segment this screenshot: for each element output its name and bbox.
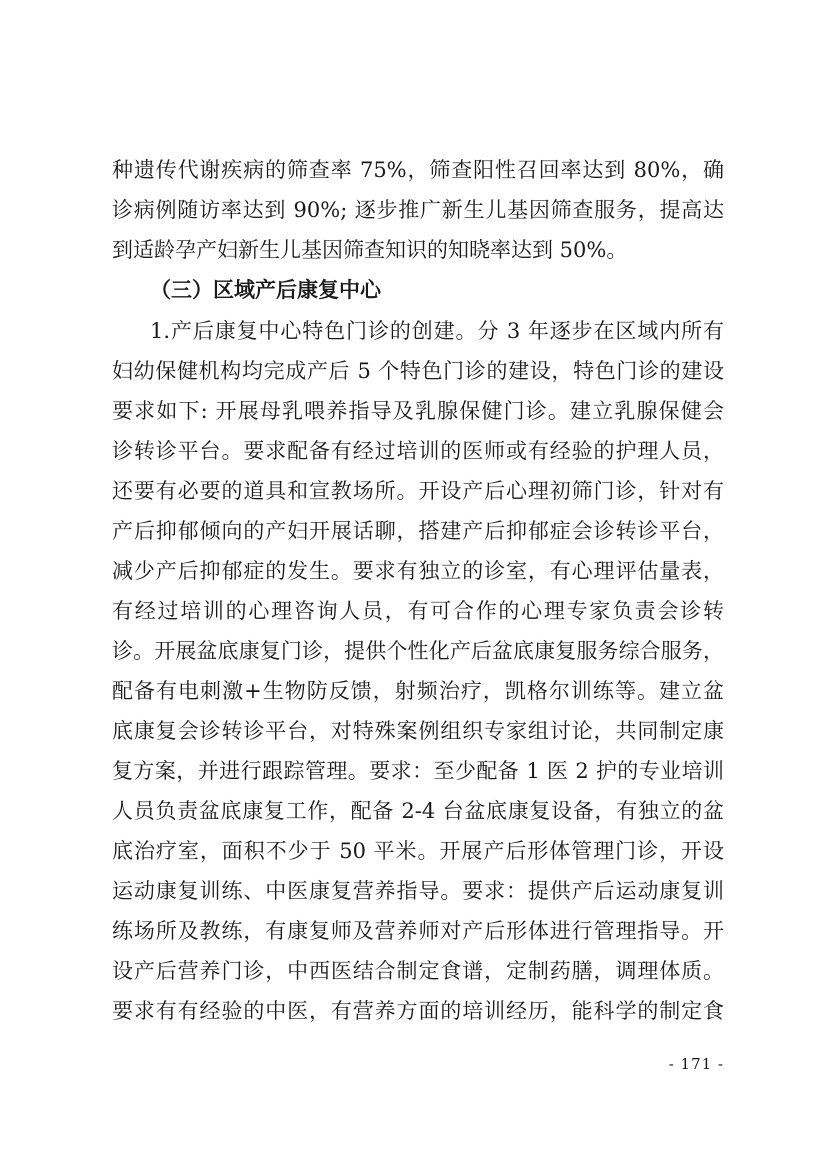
body-text-line: 设产后营养门诊，中西医结合制定食谱，定制药膳，调理体质。 [112, 959, 724, 983]
body-text-line: 妇幼保健机构均完成产后 5 个特色门诊的建设，特色门诊的建设 [112, 359, 724, 383]
body-text-line: 诊转诊平台。要求配备有经过培训的医师或有经验的护理人员， [112, 439, 724, 463]
body-text-line: 底治疗室，面积不少于 50 平米。开展产后形体管理门诊，开设 [112, 839, 724, 863]
body-text-line: 诊。开展盆底康复门诊，提供个性化产后盆底康复服务综合服务， [112, 639, 724, 663]
body-text-line: 还要有必要的道具和宣教场所。开设产后心理初筛门诊，针对有 [112, 479, 724, 503]
body-text-line: 复方案，并进行跟踪管理。要求：至少配备 1 医 2 护的专业培训 [112, 759, 724, 783]
body-text-line: 诊病例随访率达到 90%; 逐步推广新生儿基因筛查服务，提高达 [112, 198, 724, 222]
page-number: - 171 - [668, 1055, 724, 1073]
body-text-line: 1.产后康复中心特色门诊的创建。分 3 年逐步在区域内所有 [150, 319, 724, 343]
body-text-line: 底康复会诊转诊平台，对特殊案例组织专家组讨论，共同制定康 [112, 719, 724, 743]
body-text-line: 到适龄孕产妇新生儿基因筛查知识的知晓率达到 50%。 [112, 238, 628, 262]
body-text-line: 产后抑郁倾向的产妇开展话聊，搭建产后抑郁症会诊转诊平台， [112, 519, 724, 543]
body-text-line: 减少产后抑郁症的发生。要求有独立的诊室，有心理评估量表， [112, 559, 724, 583]
body-text-line: 运动康复训练、中医康复营养指导。要求：提供产后运动康复训 [112, 879, 724, 903]
body-text-line: 练场所及教练，有康复师及营养师对产后形体进行管理指导。开 [112, 919, 724, 943]
body-text-line: 要求如下: 开展母乳喂养指导及乳腺保健门诊。建立乳腺保健会 [112, 399, 724, 423]
body-text-line: 配备有电刺激+生物防反馈，射频治疗，凯格尔训练等。建立盆 [112, 679, 724, 703]
body-text-line: 要求有有经验的中医，有营养方面的培训经历，能科学的制定食 [112, 999, 724, 1023]
body-text-line: 有经过培训的心理咨询人员，有可合作的心理专家负责会诊转 [112, 599, 724, 623]
section-heading: （三）区域产后康复中心 [150, 277, 381, 302]
body-text-line: 人员负责盆底康复工作，配备 2-4 台盆底康复设备，有独立的盆 [112, 799, 724, 823]
body-text-line: 种遗传代谢疾病的筛查率 75%，筛查阳性召回率达到 80%，确 [112, 158, 724, 182]
